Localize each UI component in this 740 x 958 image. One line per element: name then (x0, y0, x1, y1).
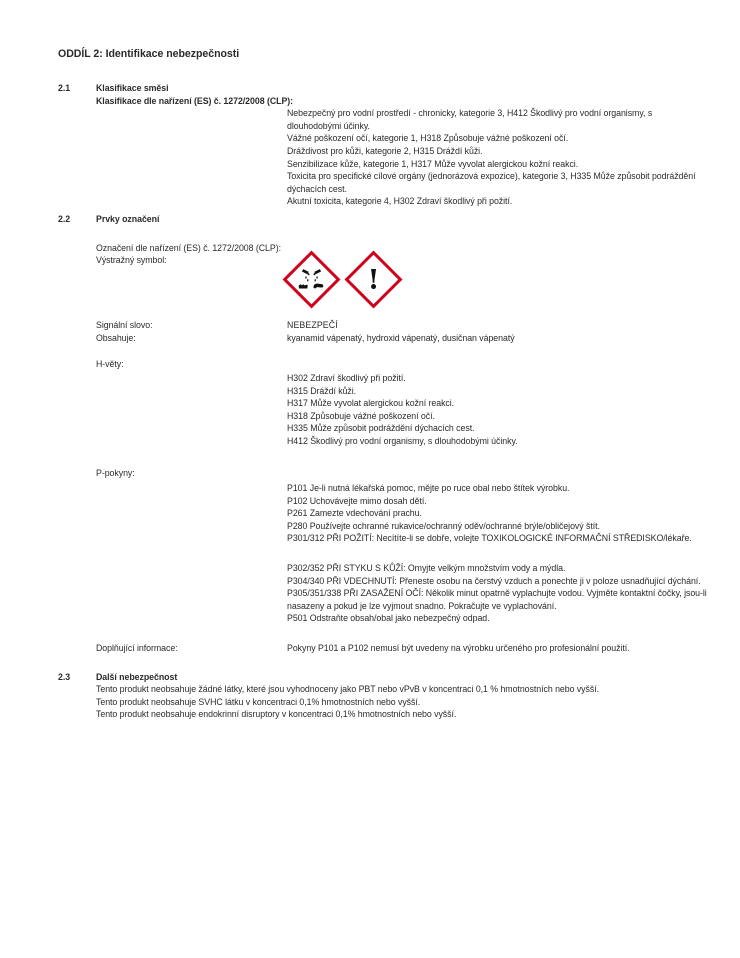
p-statement-line: P102 Uchovávejte mimo dosah dětí. (287, 495, 427, 506)
ghs07-exclamation-icon (343, 249, 398, 304)
subsection-heading: Další nebezpečnost (96, 671, 178, 682)
classification-line: Akutní toxicita, kategorie 4, H302 Zdraví škodlivý při požití. (287, 196, 513, 207)
contains-value: kyanamid vápenatý, hydroxid vápenatý, dusičnan vápenatý (287, 332, 515, 343)
p-statement-line: P302/352 PŘI STYKU S KŮŽÍ: Omyjte velkým množstvím vody a mýdla. (287, 563, 566, 574)
h-statement-line: H317 Může vyvolat alergickou kožní reakci. (287, 398, 455, 409)
other-hazards-list (96, 683, 708, 721)
classification-line: Toxicita pro specifické cílové orgány (jednorázová expozice), kategorie 3, H335 Může způsobit podráždění dýchacích cest. (287, 171, 696, 194)
classification-line: Senzibilizace kůže, kategorie 1, H317 Může vyvolat alergickou kožní reakci. (287, 158, 579, 169)
signal-word-value: NEBEZPEČÍ (287, 320, 338, 331)
classification-line: Vážné poškození očí, kategorie 1, H318 Způsobuje vážné poškození očí. (287, 133, 569, 144)
signal-word-label: Signální slovo: (96, 320, 153, 331)
additional-info-row (58, 642, 708, 655)
subsection-2-2-header (58, 213, 708, 226)
labeling-regulation-line: Označení dle nařízení (ES) č. 1272/2008 (CLP): (96, 242, 281, 253)
subsection-2-1-header (58, 82, 708, 95)
h-statement-line: H335 Může způsobit podráždění dýchacích cest. (287, 423, 475, 434)
ghs-pictogram-strip (281, 249, 708, 304)
section-title: ODDÍL 2: Identifikace nebezpečnosti (58, 48, 240, 60)
classification-line: Nebezpečný pro vodní prostředí - chronicky, kategorie 3, H412 Škodlivý pro vodní organismy, s dlouhodobými účinky. (287, 108, 653, 131)
subsection-number: 2.2 (58, 213, 71, 224)
h-statement-line: H318 Způsobuje vážné poškození očí. (287, 410, 435, 421)
p-statement-line: P301/312 PŘI POŽITÍ: Necítíte-li se dobře, volejte TOXIKOLOGICKÉ INFORMAČNÍ STŘEDISKO/lékaře. (287, 533, 692, 544)
h-statement-line: H412 Škodlivý pro vodní organismy, s dlouhodobými účinky. (287, 435, 518, 446)
h-statements-label: H-věty: (96, 359, 124, 370)
signal-word-row (58, 319, 708, 332)
p-statements-label: P-pokyny: (96, 468, 135, 479)
additional-info-label: Doplňující informace: (96, 643, 178, 653)
classification-subheading: Klasifikace dle nařízení (ES) č. 1272/2008 (CLP): (96, 95, 294, 106)
exclamation-glyph: ! (367, 264, 380, 296)
subsection-number: 2.3 (58, 671, 71, 682)
other-hazard-line: Tento produkt neobsahuje SVHC látku v koncentraci 0,1% hmotnostních nebo vyšší. (96, 696, 421, 707)
other-hazard-line: Tento produkt neobsahuje žádné látky, které jsou vyhodnoceny jako PBT nebo vPvB v koncentraci 0,1 % hmotnostních nebo vyšší. (96, 684, 600, 695)
classification-list (287, 107, 708, 208)
h-statements-list (287, 372, 708, 448)
h-statement-line: H302 Zdraví škodlivý při požití. (287, 372, 406, 383)
contains-row (58, 332, 708, 345)
subsection-heading: Klasifikace směsi (96, 83, 169, 93)
p-statements-list-2 (287, 562, 708, 625)
subsection-number: 2.1 (58, 83, 71, 93)
additional-info-value: Pokyny P101 a P102 nemusí být uvedeny na výrobku určeného pro profesionální použití. (287, 643, 630, 653)
warning-symbol-row (58, 254, 708, 304)
p-statement-line: P305/351/338 PŘI ZASAŽENÍ OČÍ: Několik minut opatrně vyplachujte vodou. Vyjměte kontaktní čočky, jsou-li nasazeny a pokud je lze vyjmout snadno. Pokračujte ve vyplachování. (287, 588, 707, 611)
p-statement-line: P261 Zamezte vdechování prachu. (287, 508, 422, 519)
p-statements-list-1 (287, 482, 708, 545)
p-statement-line: P304/340 PŘI VDECHNUTÍ: Přeneste osobu na čerstvý vzduch a ponechte ji v poloze usnadňující dýchání. (287, 575, 701, 586)
ghs05-corrosion-icon (281, 249, 336, 304)
sds-section-2 (58, 48, 708, 721)
p-statement-line: P280 Používejte ochranné rukavice/ochranný oděv/ochranné brýle/obličejový štít. (287, 520, 600, 531)
h-statement-line: H315 Dráždí kůži. (287, 385, 357, 396)
p-statement-line: P501 Odstraňte obsah/obal jako nebezpečný odpad. (287, 613, 490, 624)
contains-label: Obsahuje: (96, 332, 136, 343)
other-hazard-line: Tento produkt neobsahuje endokrinní disruptory v koncentraci 0,1% hmotnostních nebo vyšší. (96, 709, 457, 720)
p-statement-line: P101 Je-li nutná lékařská pomoc, mějte po ruce obal nebo štítek výrobku. (287, 483, 570, 494)
subsection-2-3-header (58, 671, 708, 684)
warning-symbol-label: Výstražný symbol: (96, 255, 167, 266)
subsection-heading: Prvky označení (96, 213, 160, 224)
classification-line: Dráždivost pro kůži, kategorie 2, H315 Dráždí kůži. (287, 145, 483, 156)
